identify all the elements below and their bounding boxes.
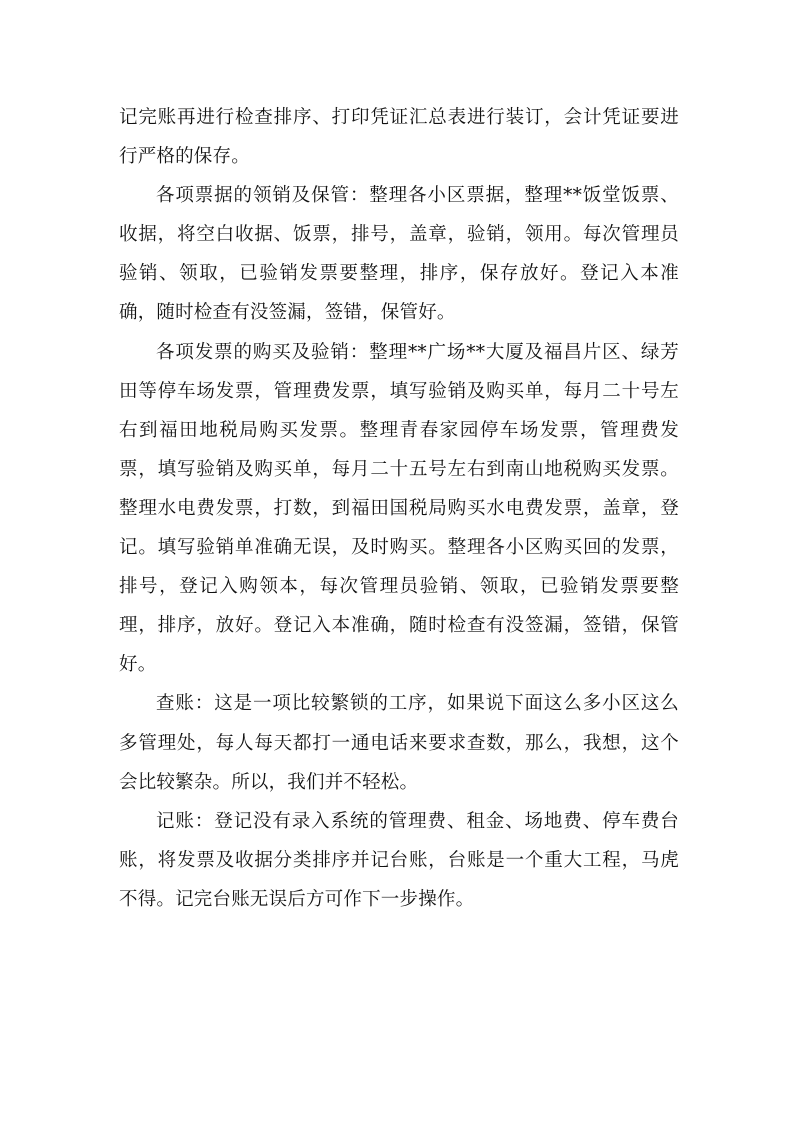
paragraph-invoice-purchase: 各项发票的购买及验销：整理**广场**大厦及福昌片区、绿芳田等停车场发票，管理费发票，填写验销及购买单，每月二十号左右到福田地税局购买发票。整理青春家园停车场发票，管理费发票，填写验销及购买单，每月二十五号左右到南山地税购买发票。整理水电费发票，打数，到福田国税局购买水电费发票，盖章，登记。填写验销单准确无误，及时购买。整理各小区购买回的发票，排号，登记入购领本，每次管理员验销、领取，已验销发票要整理，排序，放好。登记入本准确，随时检查有没签漏，签错，保管好。 — [119, 341, 679, 676]
paragraph-receipt-management: 各项票据的领销及保管：整理各小区票据，整理**饭堂饭票、收据，将空白收据、饭票，排号，盖章，验销，领用。每次管理员验销、领取，已验销发票要整理，排序，保存放好。登记入本准确，随时检查有没签漏，签错，保管好。 — [119, 185, 679, 324]
paragraph-account-checking: 查账：这是一项比较繁锁的工序，如果说下面这么多小区这么多管理处，每人每天都打一通电话来要求查数，那么，我想，这个会比较繁杂。所以，我们并不轻松。 — [119, 693, 679, 793]
document-body — [119, 98, 679, 919]
paragraph-voucher-storage: 记完账再进行检查排序、打印凭证汇总表进行装订，会计凭证要进行严格的保存。 — [119, 107, 679, 168]
paragraph-bookkeeping: 记账：登记没有录入系统的管理费、租金、场地费、停车费台账，将发票及收据分类排序并记台账，台账是一个重大工程，马虎不得。记完台账无误后方可作下一步操作。 — [119, 810, 679, 910]
